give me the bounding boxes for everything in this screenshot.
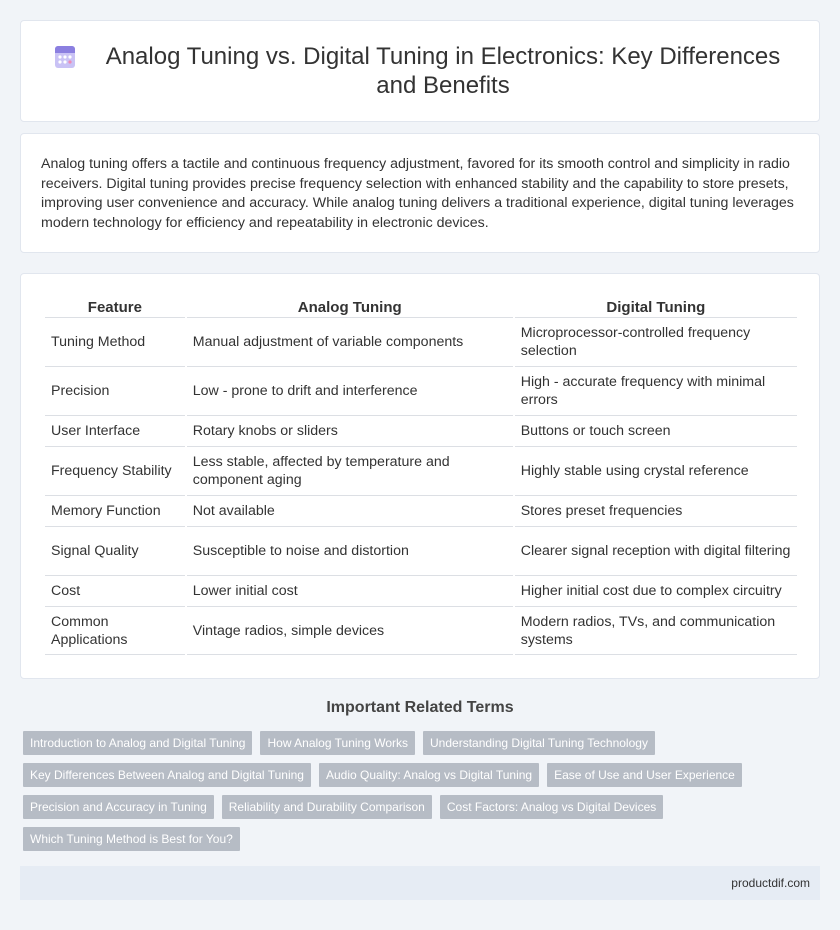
related-term-link[interactable]: Cost Factors: Analog vs Digital Devices (440, 795, 663, 819)
analog-cell: Lower initial cost (187, 575, 513, 606)
digital-cell: Microprocessor-controlled frequency selection (515, 317, 797, 366)
table-row (45, 495, 797, 526)
digital-cell: Clearer signal reception with digital filtering (515, 526, 797, 575)
related-term-link[interactable]: Audio Quality: Analog vs Digital Tuning (319, 763, 539, 787)
analog-cell: Less stable, affected by temperature and component aging (187, 446, 513, 495)
related-terms-list (23, 731, 803, 851)
table-row (45, 606, 797, 655)
analog-cell: Rotary knobs or sliders (187, 415, 513, 446)
header-inner (21, 21, 819, 121)
table-header-row (45, 294, 797, 317)
related-term-link[interactable]: Which Tuning Method is Best for You? (23, 827, 240, 851)
digital-cell: Buttons or touch screen (515, 415, 797, 446)
intro-paragraph: Analog tuning offers a tactile and continuous frequency adjustment, favored for its smooth control and simplicity in radio receivers. Digital tuning provides precise frequency selection with enhanced stability and the capability to store presets, improving user convenience and accuracy. While analog tuning delivers a traditional experience, digital tuning leverages modern technology for efficiency and repeatability in electronic devices. (41, 156, 794, 231)
table-row (45, 575, 797, 606)
related-term-link[interactable]: Ease of Use and User Experience (547, 763, 742, 787)
digital-cell: Stores preset frequencies (515, 495, 797, 526)
analog-cell: Vintage radios, simple devices (187, 606, 513, 655)
table-row (45, 317, 797, 366)
related-term-link[interactable]: Precision and Accuracy in Tuning (23, 795, 214, 819)
footer (20, 866, 820, 900)
analog-cell: Not available (187, 495, 513, 526)
related-term-link[interactable]: Introduction to Analog and Digital Tuning (23, 731, 252, 755)
table-row (45, 446, 797, 495)
feature-cell: User Interface (45, 415, 185, 446)
digital-cell: High - accurate frequency with minimal errors (515, 366, 797, 415)
related-terms-title: Important Related Terms (326, 699, 514, 716)
related-term-link[interactable]: Key Differences Between Analog and Digital Tuning (23, 763, 311, 787)
intro-card (20, 133, 820, 253)
analog-cell: Low - prone to drift and interference (187, 366, 513, 415)
column-header-feature: Feature (87, 298, 142, 316)
feature-cell: Signal Quality (45, 526, 185, 575)
related-term-link[interactable]: Understanding Digital Tuning Technology (423, 731, 655, 755)
feature-cell: Common Applications (45, 606, 185, 655)
page-title: Analog Tuning vs. Digital Tuning in Electronics: Key Differences and Benefits (105, 43, 781, 99)
table-row (45, 366, 797, 415)
analog-cell: Manual adjustment of variable components (187, 317, 513, 366)
comparison-table-card (20, 273, 820, 679)
related-term-link[interactable]: How Analog Tuning Works (260, 731, 415, 755)
feature-cell: Precision (45, 366, 185, 415)
digital-cell: Higher initial cost due to complex circuitry (515, 575, 797, 606)
related-term-link[interactable]: Reliability and Durability Comparison (222, 795, 432, 819)
feature-cell: Memory Function (45, 495, 185, 526)
header-card (20, 20, 820, 122)
feature-cell: Tuning Method (45, 317, 185, 366)
analog-cell: Susceptible to noise and distortion (187, 526, 513, 575)
calculator-icon (52, 44, 78, 70)
table-row (45, 526, 797, 575)
footer-site-name: productdif.com (731, 876, 810, 890)
table-row (45, 415, 797, 446)
digital-cell: Highly stable using crystal reference (515, 446, 797, 495)
feature-cell: Cost (45, 575, 185, 606)
feature-cell: Frequency Stability (45, 446, 185, 495)
digital-cell: Modern radios, TVs, and communication systems (515, 606, 797, 655)
column-header-analog: Analog Tuning (297, 298, 402, 316)
column-header-digital: Digital Tuning (606, 298, 706, 316)
comparison-table (43, 294, 799, 655)
